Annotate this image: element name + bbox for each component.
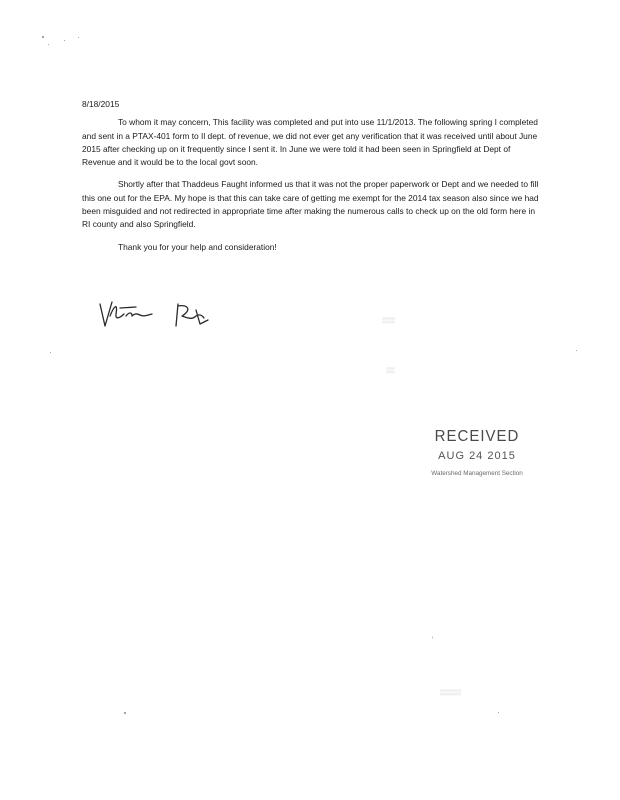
scan-speck [50,352,51,353]
faded-stamp-residue: ▒▒▒ [382,318,395,324]
scan-speck [576,350,577,351]
letter-closing: Thank you for your help and consideration! [118,241,277,252]
stamp-date: AUG 24 2015 [438,450,516,462]
faded-stamp-residue: ▒▒ [386,368,395,374]
letter-paragraph: To whom it may concern, This facility was completed and put into use 11/1/2013. The following spring I completed and sent in a PTAX-401 form to Il dept. of revenue, we did not ever get any verification that it was received until about June 2015 after checking up on it frequently since I sent it. In June we were told it had been seen in Springfield at Dept of Revenue and it would be to the local govt soon. [82,117,538,168]
letter-body [82,98,542,263]
letter-paragraph: Shortly after that Thaddeus Faught informed us that it was not the proper paperwork or Dept and we needed to fill this one out for the EPA. My hope is that this can take care of getting me exempt for the 2014 tax season also since we had been misguided and not redirected in appropriate time after making the numerous calls to check up on the old form here in RI county and also Springfield. [82,179,539,230]
scan-speck [124,712,126,714]
scan-speck [498,712,499,713]
scan-speck [432,636,433,639]
stamp-title: RECEIVED [434,427,520,446]
scan-speck [64,40,65,41]
scan-speck [48,44,49,45]
letter-date: 8/18/2015 [82,99,120,109]
stamp-section: Watershed Management Section [431,470,523,477]
scan-speck [78,37,79,38]
faded-stamp-residue: ▒▒▒▒▒ [440,690,462,696]
handwritten-signature [96,296,226,330]
received-stamp [412,428,542,477]
scan-speck [42,36,44,38]
